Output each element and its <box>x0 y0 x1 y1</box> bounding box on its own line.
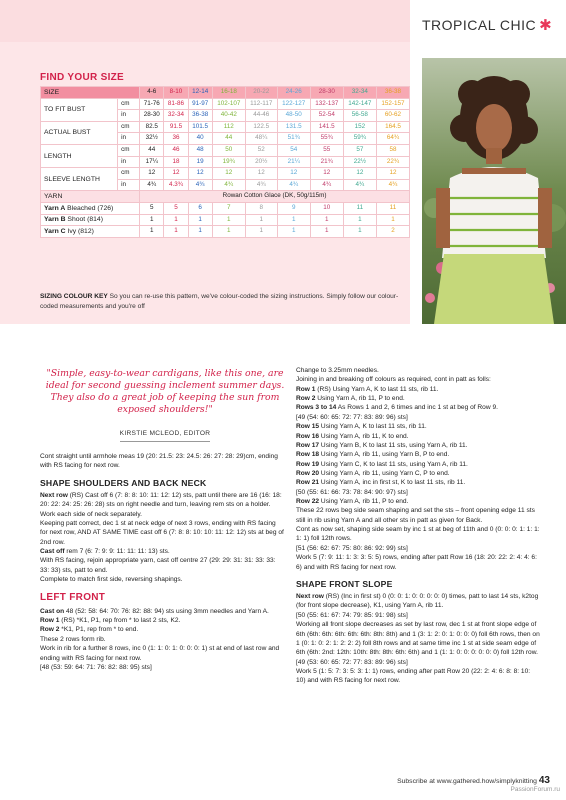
header-pink-band <box>0 0 410 42</box>
value-cell: 59¾ <box>343 133 376 145</box>
unit-cell: cm <box>118 98 140 110</box>
value-cell: 4¾ <box>188 179 212 191</box>
size-cell: 20-22 <box>245 87 277 99</box>
value-cell: 82.5 <box>140 121 164 133</box>
value-cell: 131.5 <box>277 121 310 133</box>
value-cell: 48 <box>188 144 212 156</box>
value-cell: 18 <box>164 156 188 168</box>
value-cell: 12 <box>310 168 343 180</box>
model-photo <box>422 58 566 324</box>
value-cell: 8 <box>245 202 277 214</box>
footer <box>330 775 550 786</box>
value-cell: 1 <box>140 214 164 226</box>
value-cell: 141.5 <box>310 121 343 133</box>
cast-on-para: Cast on 48 (52: 58: 64: 70: 76: 82: 88: 94) sts using 3mm needles and Yarn A. <box>40 607 269 615</box>
value-cell: 164.5 <box>376 121 409 133</box>
value-cell: 51¾ <box>277 133 310 145</box>
joining-colours: Joining in and breaking off colours as required, cont in patt as folls: <box>296 376 491 384</box>
value-cell: 112-117 <box>245 98 277 110</box>
value-cell: 10 <box>310 202 343 214</box>
armhole-text: Cont straight until armhole meas 19 (20: 21.5: 23: 24.5: 26: 27: 28: 29)cm, ending with RS facing for next row. <box>40 453 278 470</box>
value-cell: 101.5 <box>188 121 212 133</box>
stitch-count: [48 (53: 59: 64: 71: 76: 82: 88: 95) sts] <box>40 663 152 671</box>
table-row <box>41 144 410 156</box>
value-cell: 20½ <box>245 156 277 168</box>
value-cell: 19¾ <box>212 156 245 168</box>
value-cell: 32-34 <box>164 110 188 122</box>
value-cell: 1 <box>343 226 376 238</box>
value-cell: 4¾ <box>277 179 310 191</box>
section-title-text: TROPICAL CHIC <box>422 17 537 33</box>
size-cell: 32-34 <box>343 87 376 99</box>
sizing-key-text: So you can re-use this pattern, we've colour-coded the sizing instructions. Simply follow our colour-coded measurements and you're off <box>40 293 399 310</box>
page-number: 43 <box>538 775 550 786</box>
value-cell: 1 <box>188 214 212 226</box>
measure-label: LENGTH <box>41 144 118 167</box>
yarn-desc: Shoot (814) <box>65 216 103 224</box>
quote-divider <box>120 441 210 442</box>
value-cell: 40 <box>188 133 212 145</box>
row2-para: Row 2 *K1, P1, rep from * to end. <box>40 626 139 634</box>
size-cell: 28-30 <box>310 87 343 99</box>
value-cell: 81-86 <box>164 98 188 110</box>
value-cell: 22½ <box>343 156 376 168</box>
sizing-colour-key <box>40 292 405 311</box>
value-cell: 4¾ <box>310 179 343 191</box>
value-cell: 58 <box>376 144 409 156</box>
measure-label: ACTUAL BUST <box>41 121 118 144</box>
value-cell: 40-42 <box>212 110 245 122</box>
value-cell: 91-97 <box>188 98 212 110</box>
value-cell: 12 <box>376 168 409 180</box>
value-cell: 17¼ <box>140 156 164 168</box>
section-title <box>422 16 552 34</box>
subscribe-link[interactable]: Subscribe at www.gathered.how/simplyknitting <box>397 778 537 785</box>
value-cell: 1 <box>188 226 212 238</box>
value-cell: 152-157 <box>376 98 409 110</box>
value-cell: 52 <box>245 144 277 156</box>
value-cell: 60-62 <box>376 110 409 122</box>
yarn-row <box>41 202 410 214</box>
value-cell: 1 <box>212 226 245 238</box>
value-cell: 6 <box>188 202 212 214</box>
table-row <box>41 98 410 110</box>
left-column <box>40 452 285 672</box>
editor-quote: "Simple, easy-to-wear cardigans, like this one, are ideal for second guessing inclement summer days. They also do a great job of keeping the sun from exposed shoulders!" <box>45 368 285 416</box>
value-cell: 44-46 <box>245 110 277 122</box>
heading-front-slope: SHAPE FRONT SLOPE <box>296 578 393 589</box>
value-cell: 7 <box>212 202 245 214</box>
complete-match: Complete to match first side, reversing shapings. <box>40 576 183 584</box>
size-cell: 16-18 <box>212 87 245 99</box>
unit-cell: in <box>118 179 140 191</box>
value-cell: 5 <box>140 202 164 214</box>
yarn-letter: Yarn B <box>44 216 66 224</box>
size-cell: 8-10 <box>164 87 188 99</box>
value-cell: 1 <box>277 214 310 226</box>
yarn-cell <box>41 202 140 214</box>
value-cell: 36-38 <box>188 110 212 122</box>
heading-left-front: LEFT FRONT <box>40 591 106 603</box>
quote-author: KIRSTIE MCLEOD, EDITOR <box>119 430 211 437</box>
value-cell: 12 <box>245 168 277 180</box>
yarn-letter: Yarn C <box>44 227 66 235</box>
keeping-patt: Keeping patt correct, dec 1 st at neck edge of next 3 rows, ending with RS facing for next row, AND AT SAME TIME cast off 6 (7: 8: 8: 10: 10: 11: 12: 12) sts at beg of 2nd row. <box>40 520 284 546</box>
yarn-header-row <box>41 191 410 203</box>
value-cell: 55 <box>310 144 343 156</box>
value-cell: 4.3¾ <box>164 179 188 191</box>
value-cell: 1 <box>376 214 409 226</box>
value-cell: 1 <box>277 226 310 238</box>
value-cell: 4¾ <box>245 179 277 191</box>
value-cell: 46 <box>164 144 188 156</box>
value-cell: 1 <box>164 214 188 226</box>
value-cell: 21¾ <box>310 156 343 168</box>
heading-shape-shoulders: SHAPE SHOULDERS AND BACK NECK <box>40 477 207 488</box>
yarn-desc: Ivy (812) <box>65 227 94 235</box>
value-cell: 1 <box>310 226 343 238</box>
yarn-letter: Yarn A <box>44 204 66 212</box>
size-cell: 12-14 <box>188 87 212 99</box>
value-cell: 12 <box>164 168 188 180</box>
work-in-rib: Work in rib for a further 8 rows, inc 0 (1: 1: 0: 1: 0: 0: 0: 1) st at end of last row and ending with RS facing for next row. <box>40 645 280 662</box>
value-cell: 28-30 <box>140 110 164 122</box>
value-cell: 122.5 <box>245 121 277 133</box>
size-cell: 24-26 <box>277 87 310 99</box>
value-cell: 4¾ <box>140 179 164 191</box>
value-cell: 12 <box>140 168 164 180</box>
value-cell: 12 <box>188 168 212 180</box>
value-cell: 4¾ <box>212 179 245 191</box>
value-cell: 4¾ <box>376 179 409 191</box>
value-cell: 55¾ <box>310 133 343 145</box>
yarn-row <box>41 226 410 238</box>
model-photo-illustration <box>422 58 566 324</box>
value-cell: 152 <box>343 121 376 133</box>
value-cell: 52-54 <box>310 110 343 122</box>
unit-cell: cm <box>118 121 140 133</box>
value-cell: 91.5 <box>164 121 188 133</box>
rejoin-yarn: With RS facing, rejoin appropriate yarn, cast off centre 27 (29: 29: 31: 31: 33: 33: 33: 33) sts, patt to end. <box>40 557 276 574</box>
value-cell: 54 <box>277 144 310 156</box>
value-cell: 9 <box>277 202 310 214</box>
value-cell: 1 <box>343 214 376 226</box>
value-cell: 50 <box>212 144 245 156</box>
change-needles: Change to 3.25mm needles. <box>296 367 379 374</box>
table-row <box>41 121 410 133</box>
value-cell: 48-50 <box>277 110 310 122</box>
unit-cell: in <box>118 156 140 168</box>
unit-cell: in <box>118 110 140 122</box>
value-cell: 64¾ <box>376 133 409 145</box>
value-cell: 36 <box>164 133 188 145</box>
value-cell: 1 <box>140 226 164 238</box>
value-cell: 1 <box>245 226 277 238</box>
value-cell: 142-147 <box>343 98 376 110</box>
value-cell: 48¼ <box>245 133 277 145</box>
value-cell: 44 <box>140 144 164 156</box>
value-cell: 19 <box>188 156 212 168</box>
value-cell: 122-127 <box>277 98 310 110</box>
value-cell: 56-58 <box>343 110 376 122</box>
next-row-para: Next row (RS) Cast off 6 (7: 8: 8: 10: 11: 12: 12) sts, patt until there are 16 (16: 18: 20: 22: 24: 25: 26: 28) sts on right needle and turn, leaving rem sts on a holder. <box>40 491 282 509</box>
value-cell: 12 <box>212 168 245 180</box>
value-cell: 22¾ <box>376 156 409 168</box>
size-header-row <box>41 87 410 99</box>
rib-form: These 2 rows form rib. <box>40 635 106 643</box>
value-cell: 4¾ <box>343 179 376 191</box>
value-cell: 44 <box>212 133 245 145</box>
value-cell: 132-137 <box>310 98 343 110</box>
yarn-cell <box>41 214 140 226</box>
value-cell: 11 <box>376 202 409 214</box>
table-row <box>41 168 410 180</box>
size-table <box>40 86 410 238</box>
unit-cell: in <box>118 133 140 145</box>
size-label: SIZE <box>41 87 140 99</box>
cast-off-para: Cast off rem 7 (6: 7: 9: 9: 11: 11: 11: 13) sts. <box>40 548 170 556</box>
value-cell: 102-107 <box>212 98 245 110</box>
unit-cell: cm <box>118 144 140 156</box>
size-cell: 4-6 <box>140 87 164 99</box>
work-each-side: Work each side of neck separately. <box>40 510 143 518</box>
value-cell: 21¼ <box>277 156 310 168</box>
find-size-title: FIND YOUR SIZE <box>40 72 125 83</box>
yarn-row <box>41 214 410 226</box>
value-cell: 2 <box>376 226 409 238</box>
yarn-desc: Bleached (726) <box>65 204 114 212</box>
sizing-key-label: SIZING COLOUR KEY <box>40 293 108 300</box>
value-cell: 1 <box>310 214 343 226</box>
value-cell: 11 <box>343 202 376 214</box>
row1-para: Row 1 (RS) *K1, P1, rep from * to last 2 sts, K2. <box>40 617 181 625</box>
value-cell: 12 <box>343 168 376 180</box>
unit-cell: cm <box>118 168 140 180</box>
value-cell: 1 <box>212 214 245 226</box>
value-cell: 32½ <box>140 133 164 145</box>
measure-label: TO FIT BUST <box>41 98 118 121</box>
value-cell: 12 <box>277 168 310 180</box>
value-cell: 5 <box>164 202 188 214</box>
size-cell: 36-38 <box>376 87 409 99</box>
watermark: PassionForum.ru <box>510 786 560 793</box>
right-column: Change to 3.25mm needles. Joining in and breaking off colours as required, cont in patt as folls: Row 1 (RS) Using Yarn A, K to last 11 sts, rib 11. Row 2 Using Yarn A, rib 11, P to end. Rows 3 to 14 As Rows 1 and 2, 6 times and inc 1 st at beg of Row 9. [49 (54: 60: 65: 72: 77: 83: 89: 96) sts] Row 15 Using Yarn A, K to last 11 sts, rib 11. Row 16 Using Yarn A, rib 11, K to end. Row 17 Using Yarn B, K to last 11 sts, using Yarn A, rib 11. Row 18 Using Yarn A, rib 11, using Yarn B, P to end. Row 19 Using Yarn C, K to last 11 sts, using Yarn A, rib 11. Row 20 Using Yarn A, rib 11, using Yarn C, P to end. Row 21 Using Yarn A, inc in first st, K to last 11 sts, rib 11. [50 (55: 61: 66: 73: 78: 84: 90: 97) sts] Row 22 Using Yarn A, rib 11, P to end. These 22 rows beg side seam shaping and set the sts – front opening edge 11 sts still in rib using Yarn A and all other sts in patt as given for Back. Cont as now set, shaping side seam by inc 1 st at beg of 11th and 0 (0: 0: 0: 1: 1: 1: 1: 1) foll 12th rows. [51 (56: 62: 67: 75: 80: 86: 92: 99) sts] Work 5 (7: 9: 11: 1: 3: 3: 5: 5) rows, ending after patt Row 16 (18: 20: 22: 2: 4: 4: 6: 6) and with RS facing for next row. SHAPE FRONT SLOPE Next row (RS) (Inc in first st) 0 (0: 0: 1: 0: 0: 0: 0: 0) times, patt to last 14 sts, k2tog (for front slope decrease), K1, using Yarn A, rib 11. [50 (55: 61: 67: 74: 79: 85: 91: 98) sts] Working all front slope decreases as set by last row, dec 1 st at front slope edge of 6th (6th: 6th: 6th: 6th: 6th: 8th: 8th) and 1 (3: 1: 2: 0: 1: 0: 0: 0) foll 6th rows, then on 1 (0: 1: 0: 2: 1: 2: 2: 2) foll 8th rows and at same time inc 1 st at side seam edge of 6th (6th: 2nd: 12th: 10th: 8th: 8th: 6th: 6th) and 1 (1: 1: 0: 0: 0: 0: 0: 0) foll 12th row. [49 (53: 60: 65: 72: 77: 83: 89: 96) sts] Work 5 (1: 5: 7: 3: 5: 3: 1: 1) rows, ending after patt Row 20 (22: 2: 4: 6: 8: 8: 10: 10) and with RS facing for next row. <box>296 367 540 685</box>
value-cell: 1 <box>245 214 277 226</box>
yarn-cell <box>41 226 140 238</box>
yarn-name: Rowan Cotton Glace (DK, 50g/115m) <box>140 191 410 203</box>
flower-icon: ✱ <box>539 17 553 34</box>
value-cell: 57 <box>343 144 376 156</box>
yarn-label: YARN <box>41 191 140 203</box>
value-cell: 71-76 <box>140 98 164 110</box>
measure-label: SLEEVE LENGTH <box>41 168 118 191</box>
value-cell: 1 <box>164 226 188 238</box>
value-cell: 112 <box>212 121 245 133</box>
